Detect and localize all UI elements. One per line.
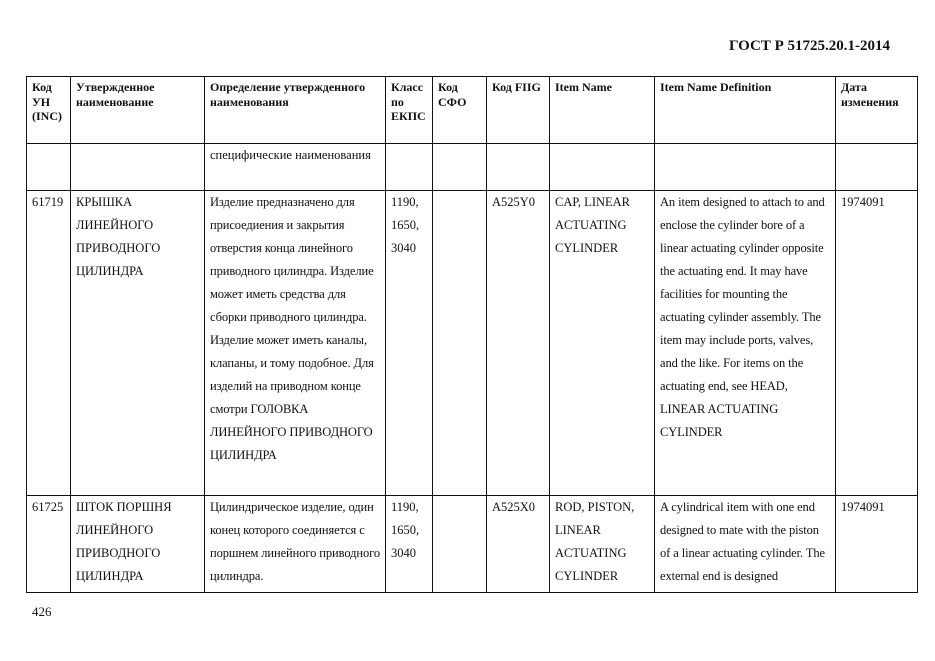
cell-change-date: 1974091 [836,191,918,496]
col-header-ekps-class: Класс по ЕКПС [386,77,433,144]
item-definition-text: A cylindrical item with one end designed to mate with the piston of a linear actuating cylinder. The external end is designed [660,500,825,583]
cell-item-name: CAP, LINEAR ACTUATING CYLINDER [550,191,655,496]
cell-sfo-code [433,144,487,191]
col-header-item-definition: Item Name Definition [655,77,836,144]
cell-definition [205,496,386,593]
col-header-sfo-code: Код СФО [433,77,487,144]
cell-approved-name: КРЫШКА ЛИНЕЙНОГО ПРИВОДНОГО ЦИЛИНДРА [71,191,205,496]
cell-sfo-code [433,191,487,496]
item-name-text: ROD, PISTON, LINEAR ACTUATING CYLINDER [555,500,635,583]
cell-definition: специфические наименования [205,144,386,191]
cell-approved-name [71,496,205,593]
table-header-row [27,77,918,144]
item-names-table [26,76,918,593]
cell-fiig-code [487,144,550,191]
cell-inc: 61719 [27,191,71,496]
document-title: ГОСТ Р 51725.20.1-2014 [728,38,890,54]
cell-change-date: 1974091 [836,496,918,593]
cell-definition: Изделие предназначено для присоедиения и закрытия отверстия конца линейного приводного цилиндра. Изделие может иметь средства для сборки приводного цилиндра. Изделие может иметь каналы, клапаны, и тому подобное. Для изделий на приводном конце смотри ГОЛОВКА ЛИНЕЙНОГО ПРИВОДНОГО ЦИЛИНДРА [205,191,386,496]
cell-sfo-code [433,496,487,593]
col-header-change-date: Дата изменения [836,77,918,144]
table-row [27,496,918,593]
approved-name-text: ШТОК ПОРШНЯ ЛИНЕЙНОГО ПРИВОДНОГО ЦИЛИНДРА [76,500,172,583]
table-row [27,191,918,496]
cell-inc [27,144,71,191]
col-header-definition: Определение утвержденного наименования [205,77,386,144]
col-header-fiig-code: Код FIIG [487,77,550,144]
cell-item-name [550,144,655,191]
cell-ekps-class: 1190, 1650, 3040 [386,191,433,496]
cell-inc: 61725 [27,496,71,593]
col-header-approved-name: Утвержденное наименование [71,77,205,144]
cell-item-definition [655,144,836,191]
cell-fiig-code: A525Y0 [487,191,550,496]
cell-ekps-class: 1190, 1650, 3040 [386,496,433,593]
table-row-continuation [27,144,918,191]
cell-item-definition [655,496,836,593]
cell-approved-name [71,144,205,191]
cell-ekps-class [386,144,433,191]
cell-change-date [836,144,918,191]
col-header-inc: Код УН (INC) [27,77,71,144]
definition-text: Цилиндрическое изделие, один конец которого соединяется с поршнем линейного приводного цилиндра. [210,500,380,583]
page-number: 426 [32,604,52,619]
cell-fiig-code: A525X0 [487,496,550,593]
cell-item-name [550,496,655,593]
cell-item-definition: An item designed to attach to and enclose the cylinder bore of a linear actuating cylinder opposite the actuating end. It may have facilities for mounting the actuating cylinder assembly. The item may include ports, valves, and the like. For items on the actuating end, see HEAD, LINEAR ACTUATING CYLINDER [655,191,836,496]
col-header-item-name: Item Name [550,77,655,144]
